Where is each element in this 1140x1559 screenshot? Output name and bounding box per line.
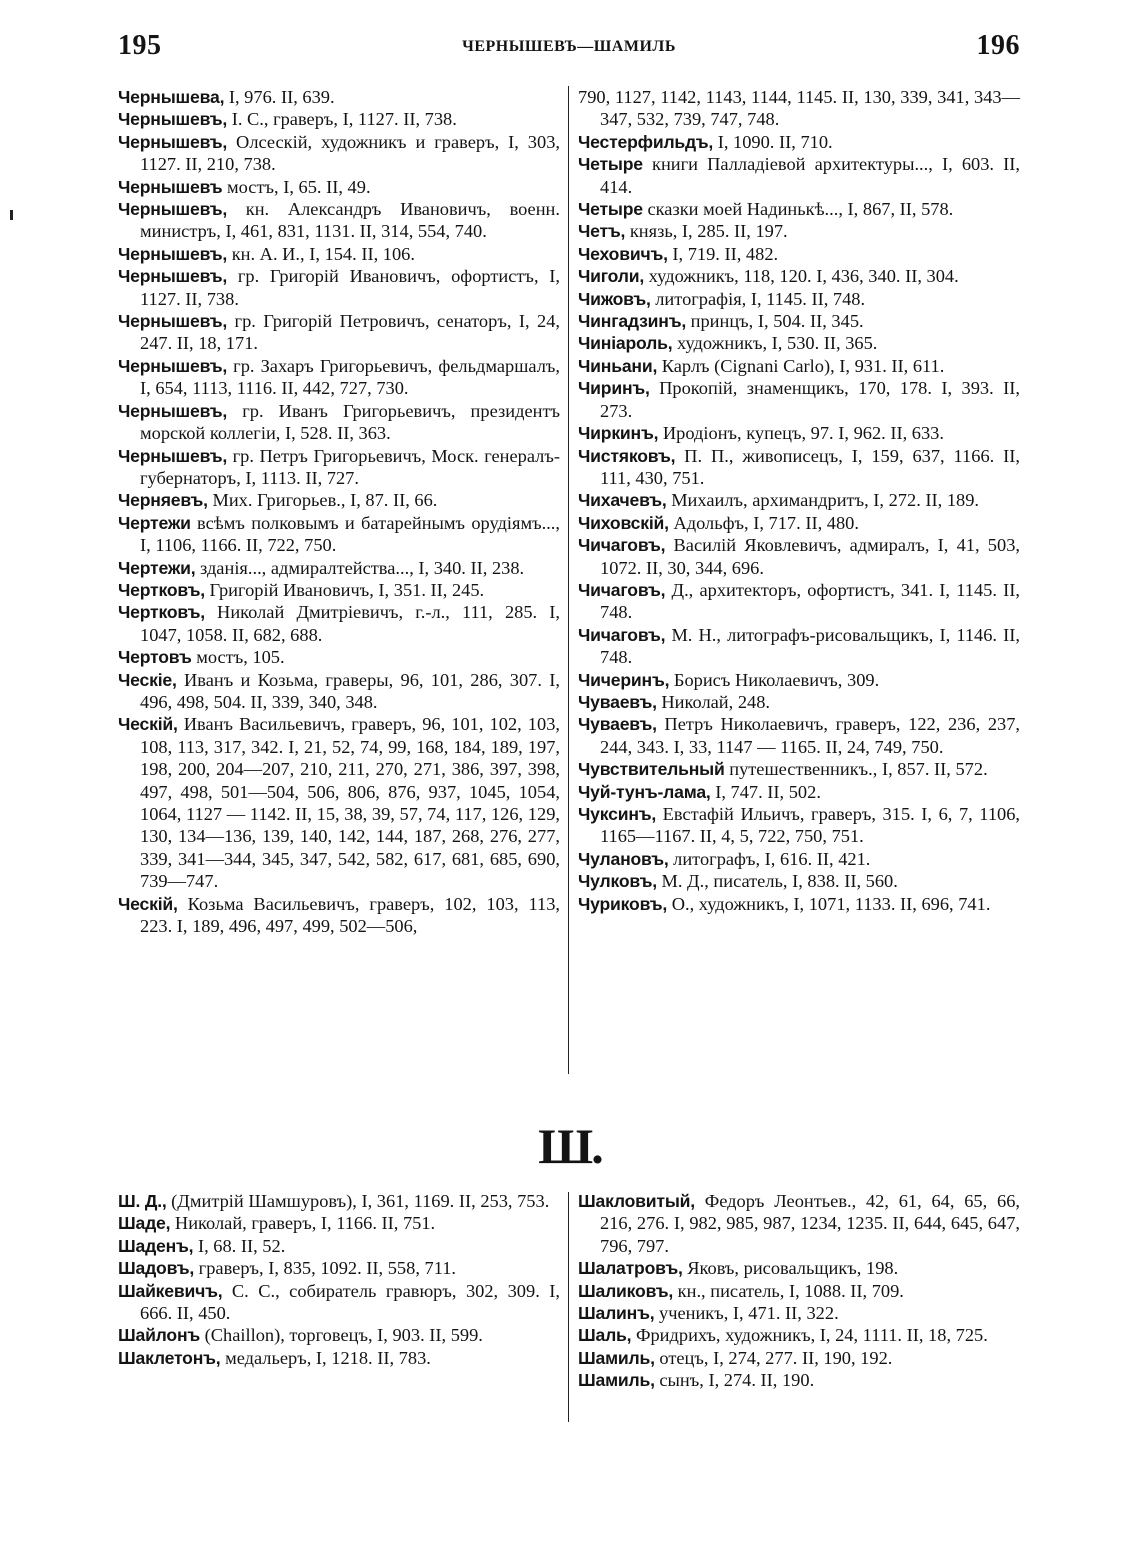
index-entry	[118, 445, 560, 490]
entry-references: Михаилъ, архимандритъ, I, 272. II, 189.	[666, 490, 980, 511]
entry-references: художникъ, I, 530. II, 365.	[672, 333, 878, 354]
index-entry	[578, 1190, 1020, 1257]
entry-headword: Чернышевъ,	[118, 355, 228, 376]
entry-headword: Чиркинъ,	[578, 423, 659, 444]
index-entry	[578, 86, 1020, 131]
entry-references: Григорій Ивановичъ, I, 351. II, 245.	[204, 579, 485, 600]
index-entry	[118, 601, 560, 646]
entry-headword: Честерфильдъ,	[578, 131, 714, 152]
index-entry	[578, 624, 1020, 669]
entry-headword: Чиховскій,	[578, 512, 669, 533]
entry-headword: Шадовъ,	[118, 1258, 195, 1279]
entry-references: I, 747. II, 502.	[710, 781, 821, 802]
index-entry	[118, 355, 560, 400]
entry-references: 790, 1127, 1142, 1143, 1144, 1145. II, 130, 339, 341, 343—347, 532, 739, 747, 748.	[578, 87, 1020, 130]
page-number-left: 195	[118, 30, 162, 61]
index-entry	[118, 400, 560, 445]
entry-headword: Чуваевъ,	[578, 714, 657, 735]
entry-references: князь, I, 285. II, 197.	[625, 221, 788, 242]
entry-headword: Чуваевъ,	[578, 691, 657, 712]
entry-references: I. C., граверъ, I, 1127. II, 738.	[227, 109, 457, 130]
entry-references: гр. Захаръ Григорьевичъ, фельдмаршалъ, I, 654, 1113, 1116. II, 442, 727, 730.	[140, 355, 560, 399]
entry-headword: Шаклетонъ,	[118, 1347, 221, 1368]
index-entry	[118, 108, 560, 130]
entry-references: гр. Григорій Ивановичъ, офортистъ, I, 1127. II, 738.	[140, 266, 560, 309]
entry-headword: Черняевъ,	[118, 490, 208, 511]
entry-headword: Шаликовъ,	[578, 1280, 674, 1301]
index-entry	[118, 557, 560, 579]
index-entry	[118, 131, 560, 176]
index-entry	[578, 288, 1020, 310]
index-entry	[118, 1235, 560, 1257]
index-entry	[118, 893, 560, 938]
entry-headword: Шалатровъ,	[578, 1258, 683, 1279]
entry-references: (Chaillon), торговецъ, I, 903. II, 599.	[200, 1325, 483, 1346]
entry-headword: Шамиль,	[578, 1347, 655, 1368]
entry-headword: Чулковъ,	[578, 871, 657, 892]
index-entry	[118, 265, 560, 310]
index-entry	[578, 893, 1020, 915]
entry-headword: Шакловитый,	[578, 1191, 695, 1211]
index-entry	[578, 489, 1020, 511]
margin-mark	[10, 210, 13, 220]
entry-references: Иванъ и Козьма, граверы, 96, 101, 286, 307. I, 496, 498, 504. II, 339, 340, 348.	[140, 669, 560, 712]
entry-references: зданія..., адмиралтейства..., I, 340. II, 238.	[195, 557, 525, 578]
entry-references: гр. Григорій Петровичъ, сенаторъ, I, 24, 247. II, 18, 171.	[140, 311, 560, 354]
entry-references: художникъ, 118, 120. I, 436, 340. II, 304.	[644, 266, 959, 287]
index-entry	[578, 265, 1020, 287]
entry-references: I, 976. II, 639.	[224, 87, 335, 107]
entry-references: С. С., собиратель гравюръ, 302, 309. I, 666. II, 450.	[140, 1280, 560, 1324]
index-entry	[118, 198, 560, 243]
index-entry	[578, 377, 1020, 422]
entry-references: П. П., живописецъ, I, 159, 637, 1166. II, 111, 430, 751.	[600, 445, 1020, 488]
entry-headword: Чичеринъ,	[578, 669, 670, 690]
entry-references: принцъ, I, 504. II, 345.	[686, 311, 864, 332]
entry-references: медальеръ, I, 1218. II, 783.	[220, 1347, 431, 1368]
entry-references: Евстафій Ильичъ, граверъ, 315. I, 6, 7, 1106, 1165—1167. II, 4, 5, 722, 750, 751.	[600, 804, 1020, 847]
entry-references: Николай, граверъ, I, 1166. II, 751.	[170, 1213, 436, 1234]
index-entry	[118, 176, 560, 198]
index-entry	[578, 131, 1020, 153]
entry-references: книги Палладіевой архитектуры..., I, 603. II, 414.	[600, 154, 1020, 197]
index-entry	[578, 1280, 1020, 1302]
entry-headword: Чернышевъ,	[118, 199, 228, 220]
entry-references: Яковъ, рисовальщикъ, 198.	[682, 1258, 899, 1279]
column-divider-bottom	[568, 1192, 569, 1422]
entry-headword: Чертовъ	[118, 647, 192, 668]
section-heading: Ш.	[538, 1118, 602, 1174]
entry-headword: Чернышевъ,	[118, 131, 228, 152]
index-entry	[118, 1280, 560, 1325]
entry-references: Иванъ Васильевичъ, граверъ, 96, 101, 102, 103, 108, 113, 317, 342. I, 21, 52, 74, 99, 168, 184, 189, 197, 198, 200, 204—207, 210, 211, 270, 271, 386, 397, 398, 497, 498, 501—504, 506, 806, 876, 937, 1045, 1054, 1064, 1127 — 1142. II, 15, 38, 39, 57, 74, 117, 126, 129, 130, 134—136, 139, 140, 142, 144, 187, 268, 276, 277, 339, 341—344, 345, 347, 542, 582, 617, 681, 685, 690, 739—747.	[140, 714, 560, 892]
index-entry	[578, 870, 1020, 892]
entry-headword: Шайлонъ	[118, 1325, 201, 1346]
entry-references: мостъ, 105.	[191, 647, 285, 668]
entry-references: Федоръ Леонтьев., 42, 61, 64, 65, 66, 216, 276. I, 982, 985, 987, 1234, 1235. II, 644, 645, 647, 796, 797.	[600, 1191, 1020, 1256]
entry-references: I, 68. II, 52.	[193, 1235, 286, 1256]
index-entry	[578, 1257, 1020, 1279]
entry-headword: Чиринъ,	[578, 378, 650, 399]
entry-references: граверъ, I, 835, 1092. II, 558, 711.	[194, 1258, 457, 1279]
entry-references: I, 1090. II, 710.	[713, 131, 833, 152]
entry-headword: Чингадзинъ,	[578, 311, 687, 332]
index-entry	[578, 713, 1020, 758]
index-column-top-left	[118, 86, 560, 937]
index-entry	[578, 1324, 1020, 1346]
index-entry	[118, 512, 560, 557]
entry-headword: Ческіе,	[118, 669, 177, 690]
entry-headword: Шамиль,	[578, 1370, 655, 1391]
entry-headword: Шайкевичъ,	[118, 1280, 223, 1301]
index-entry	[578, 691, 1020, 713]
entry-headword: Чиголи,	[578, 266, 645, 287]
entry-references: Козьма Васильевичъ, граверъ, 102, 103, 113, 223. I, 189, 496, 497, 499, 502—506,	[140, 893, 560, 937]
entry-references: О., художникъ, I, 1071, 1133. II, 696, 741.	[667, 893, 991, 914]
index-entry	[118, 669, 560, 714]
entry-headword: Шаде,	[118, 1213, 171, 1234]
entry-references: кн. А. И., I, 154. II, 106.	[227, 243, 415, 264]
index-entry	[118, 489, 560, 511]
index-entry	[578, 220, 1020, 242]
entry-headword: Ческій,	[118, 893, 178, 914]
entry-references: Николай Дмитріевичъ, г.-л., 111, 285. I, 1047, 1058. II, 682, 688.	[140, 602, 560, 645]
entry-headword: Четъ,	[578, 221, 626, 242]
entry-references: Василій Яковлевичъ, адмиралъ, I, 41, 503, 1072. II, 30, 344, 696.	[600, 535, 1020, 578]
entry-references: кн., писатель, I, 1088. II, 709.	[673, 1280, 904, 1301]
page-number-right: 196	[976, 30, 1020, 61]
entry-references: всѣмъ полковымъ и батарейнымъ орудіямъ..., I, 1106, 1166. II, 722, 750.	[140, 512, 560, 556]
entry-references: гр. Петръ Григорьевичъ, Моск. генералъ-губернаторъ, I, 1113. II, 727.	[140, 445, 560, 488]
entry-headword: Чувствительный	[578, 759, 725, 780]
entry-references: ученикъ, I, 471. II, 322.	[654, 1303, 839, 1324]
index-entry	[578, 153, 1020, 198]
index-entry	[578, 445, 1020, 490]
entry-headword: Чуксинъ,	[578, 804, 657, 824]
entry-references: I, 719. II, 482.	[667, 243, 779, 264]
entry-headword: Чернышевъ	[118, 176, 223, 197]
entry-headword: Чернышевъ,	[118, 243, 228, 264]
entry-headword: Чернышевъ,	[118, 445, 228, 466]
index-entry	[578, 758, 1020, 780]
index-entry	[578, 512, 1020, 534]
entry-headword: Чертежи	[118, 512, 191, 533]
entry-references: (Дмитрій Шамшуровъ), I, 361, 1169. II, 253, 753.	[166, 1191, 550, 1211]
entry-references: отецъ, I, 274, 277. II, 190, 192.	[654, 1347, 893, 1368]
entry-headword: Шалинъ,	[578, 1303, 655, 1324]
entry-references: Фридрихъ, художникъ, I, 24, 1111. II, 18, 725.	[631, 1325, 988, 1346]
entry-references: Иродіонъ, купецъ, 97. I, 962. II, 633.	[658, 423, 944, 444]
entry-references: литографія, I, 1145. II, 748.	[650, 288, 866, 309]
entry-references: Мих. Григорьев., I, 87. II, 66.	[207, 490, 438, 511]
entry-references: Борисъ Николаевичъ, 309.	[669, 669, 880, 690]
entry-headword: Чулановъ,	[578, 848, 669, 869]
entry-headword: Чиніароль,	[578, 333, 673, 354]
entry-headword: Чистяковъ,	[578, 445, 676, 466]
entry-headword: Шаденъ,	[118, 1235, 194, 1256]
index-entry	[118, 1347, 560, 1369]
entry-headword: Чернышевъ,	[118, 266, 228, 287]
index-entry	[578, 1369, 1020, 1391]
entry-references: М. Н., литографъ-рисовальщикъ, I, 1146. II, 748.	[600, 624, 1020, 668]
index-entry	[578, 669, 1020, 691]
entry-references: сынъ, I, 274. II, 190.	[654, 1370, 815, 1391]
index-entry	[578, 243, 1020, 265]
entry-references: Николай, 248.	[656, 691, 771, 712]
index-entry	[578, 1302, 1020, 1324]
entry-headword: Чернышевъ,	[118, 109, 228, 130]
index-entry	[118, 1190, 560, 1212]
index-entry	[118, 579, 560, 601]
entry-headword: Чиньани,	[578, 355, 658, 376]
entry-references: путешественникъ., I, 857. II, 572.	[724, 759, 988, 780]
entry-headword: Шаль,	[578, 1325, 632, 1346]
entry-references: М. Д., писатель, I, 838. II, 560.	[656, 871, 898, 892]
entry-headword: Чуй-тунъ-лама,	[578, 781, 711, 802]
index-entry	[578, 579, 1020, 624]
running-title: ЧЕРНЫШЕВЪ—ШАМИЛЬ	[462, 38, 676, 55]
entry-headword: Чичаговъ,	[578, 535, 666, 556]
index-entry	[578, 803, 1020, 848]
index-column-bottom-left	[118, 1190, 560, 1369]
index-entry	[578, 848, 1020, 870]
entry-headword: Четыре	[578, 199, 643, 220]
index-entry	[118, 86, 560, 108]
index-column-top-right	[578, 86, 1020, 915]
entry-references: сказки моей Надинькѣ..., I, 867, II, 578.	[642, 199, 954, 220]
index-column-bottom-right	[578, 1190, 1020, 1392]
index-entry	[578, 534, 1020, 579]
entry-headword: Чернышевъ,	[118, 311, 228, 332]
index-entry	[118, 646, 560, 668]
entry-headword: Ческій,	[118, 714, 178, 735]
entry-headword: Чертковъ,	[118, 579, 205, 600]
entry-headword: Чичаговъ,	[578, 624, 666, 645]
index-entry	[118, 243, 560, 265]
index-entry	[578, 422, 1020, 444]
page-header	[118, 30, 1020, 64]
entry-references: мостъ, I, 65. II, 49.	[222, 176, 371, 197]
entry-headword: Чернышева,	[118, 87, 225, 107]
index-entry	[118, 1212, 560, 1234]
index-entry	[578, 781, 1020, 803]
entry-headword: Чертежи,	[118, 557, 196, 578]
entry-references: Карлъ (Cignani Carlo), I, 931. II, 611.	[657, 355, 945, 376]
index-entry	[578, 1347, 1020, 1369]
index-entry	[578, 332, 1020, 354]
index-entry	[578, 310, 1020, 332]
index-entry	[118, 310, 560, 355]
index-entry	[118, 1257, 560, 1279]
entry-references: Д., архитекторъ, офортистъ, 341. I, 1145. II, 748.	[600, 579, 1020, 623]
entry-references: литографъ, I, 616. II, 421.	[668, 848, 871, 869]
entry-headword: Четыре	[578, 154, 643, 175]
entry-references: Олсескій, художникъ и граверъ, I, 303, 1127. II, 210, 738.	[140, 131, 560, 175]
entry-headword: Чернышевъ,	[118, 400, 228, 421]
entry-headword: Ш. Д.,	[118, 1191, 167, 1211]
entry-references: гр. Иванъ Григорьевичъ, президентъ морской коллегіи, I, 528. II, 363.	[140, 400, 560, 444]
entry-headword: Чуриковъ,	[578, 893, 668, 914]
index-entry	[578, 198, 1020, 220]
entry-references: Петръ Николаевичъ, граверъ, 122, 236, 237, 244, 343. I, 33, 1147 — 1165. II, 24, 749, 750.	[600, 714, 1020, 757]
index-entry	[578, 355, 1020, 377]
index-entry	[118, 1324, 560, 1346]
index-entry	[118, 713, 560, 892]
entry-references: Прокопій, знаменщикъ, 170, 178. I, 393. II, 273.	[600, 378, 1020, 421]
entry-headword: Чеховичъ,	[578, 243, 668, 264]
entry-headword: Чичаговъ,	[578, 579, 666, 600]
entry-headword: Чертковъ,	[118, 602, 205, 623]
entry-references: Адольфъ, I, 717. II, 480.	[668, 512, 859, 533]
entry-headword: Чижовъ,	[578, 288, 651, 309]
entry-headword: Чихачевъ,	[578, 490, 667, 511]
entry-references: кн. Александръ Ивановичъ, военн. министръ, I, 461, 831, 1131. II, 314, 554, 740.	[140, 199, 560, 242]
column-divider-top	[568, 86, 569, 1074]
